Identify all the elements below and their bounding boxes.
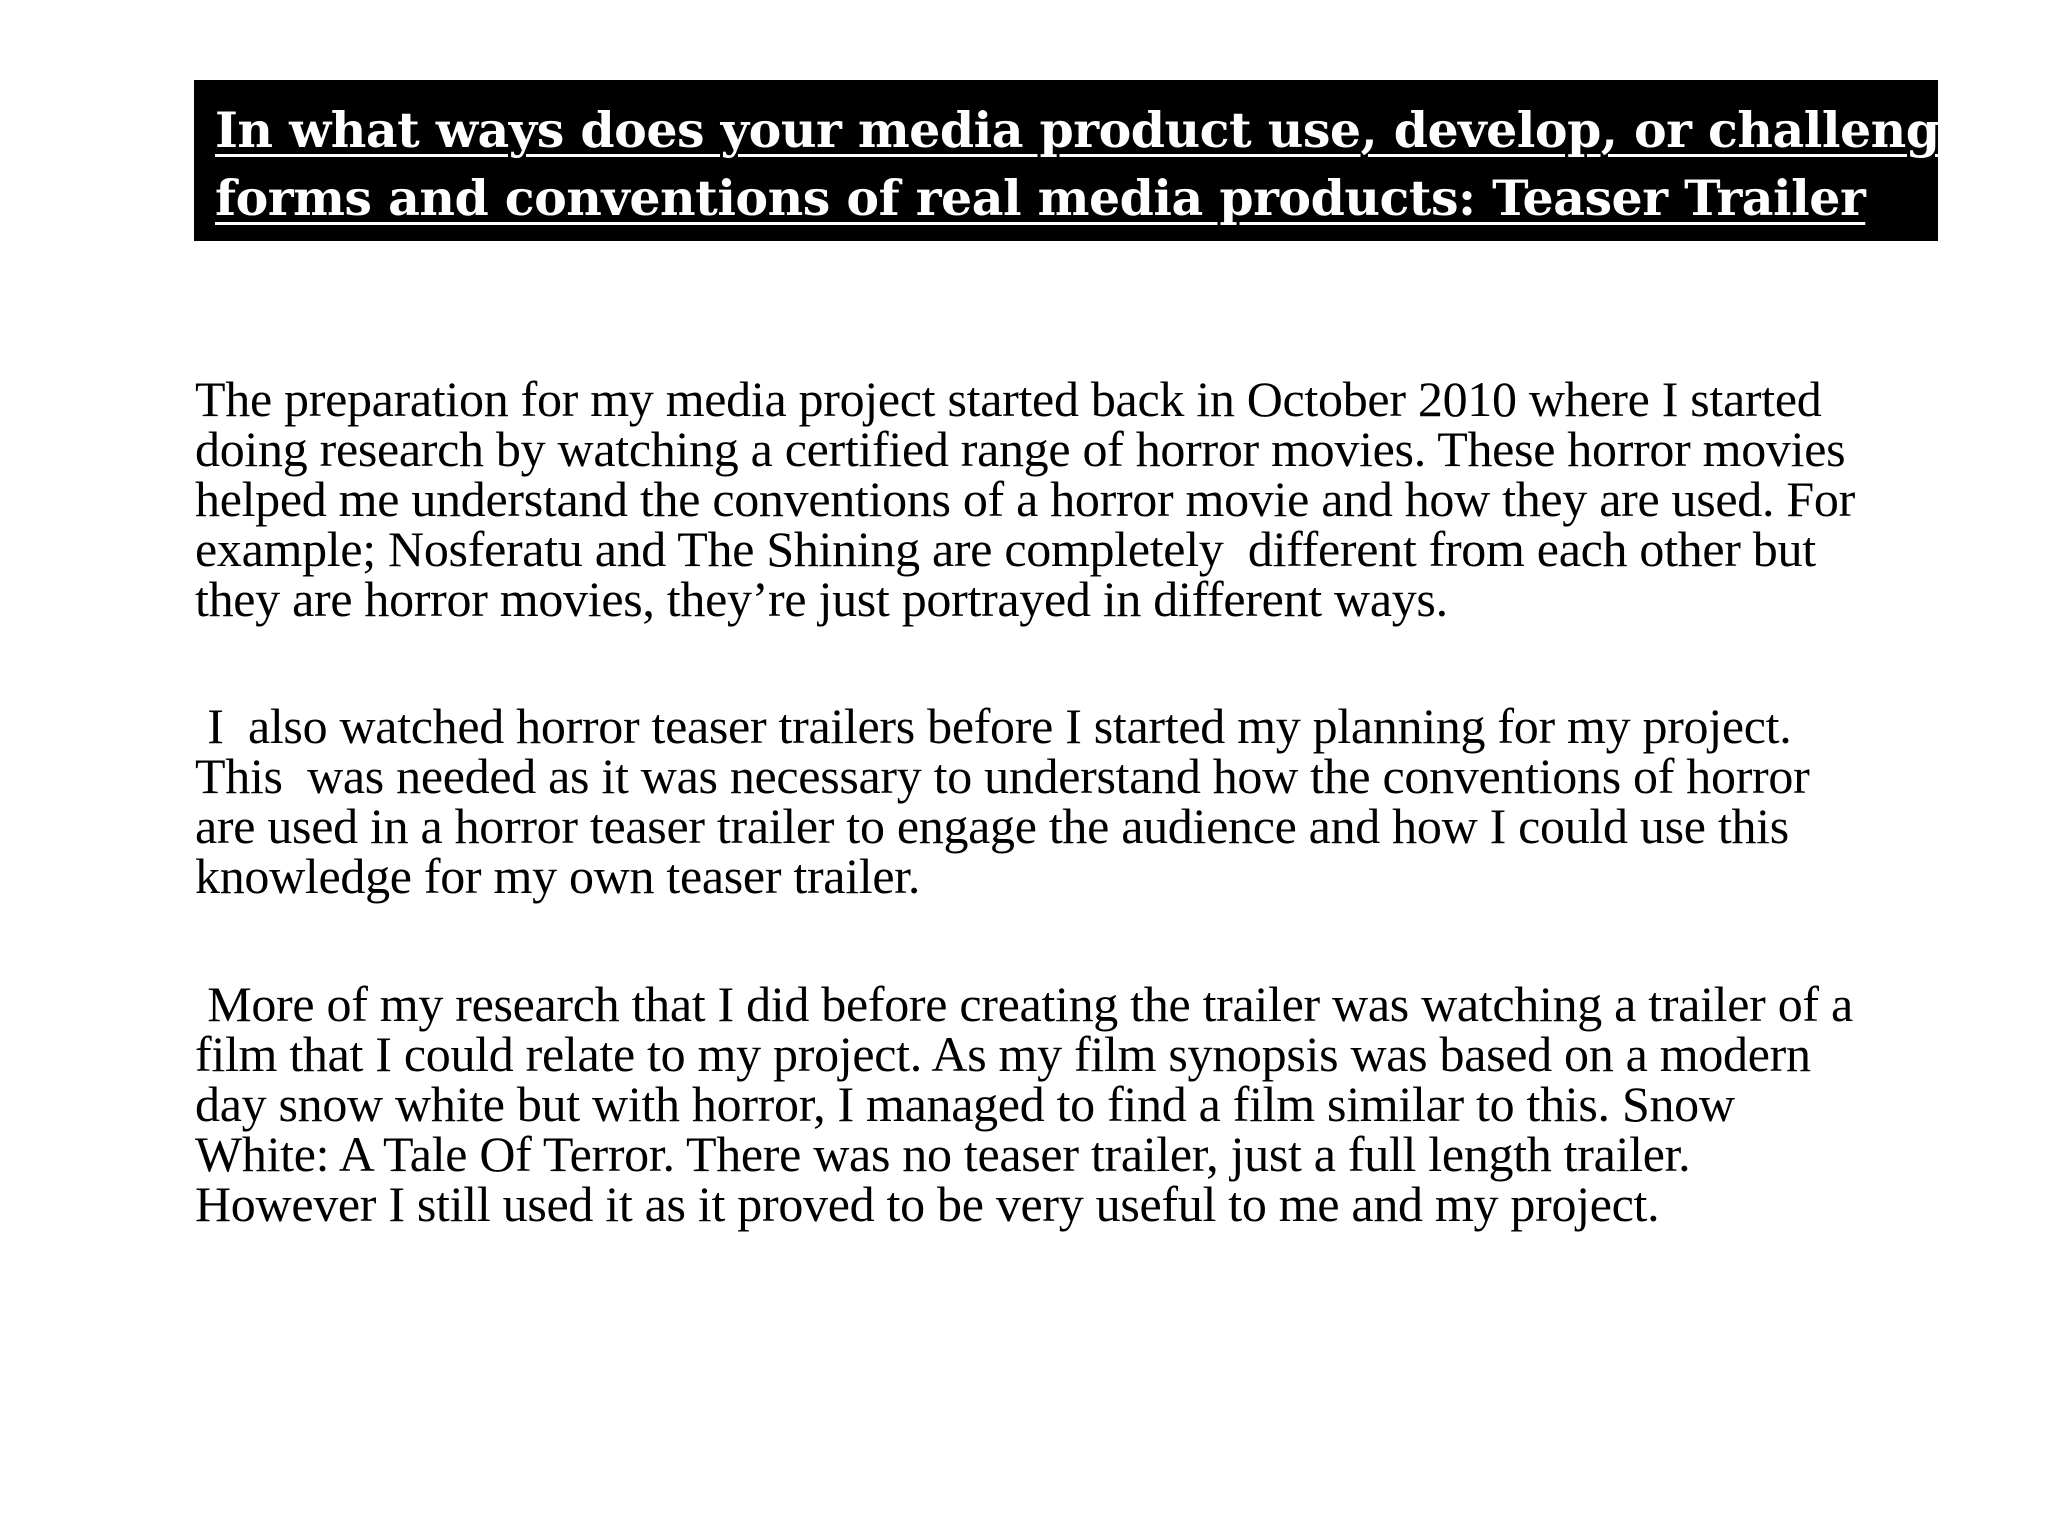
paragraph-line: example; Nosferatu and The Shining are completely different from each other but — [195, 521, 1816, 577]
paragraph-line: This was needed as it was necessary to understand how the conventions of horror — [195, 748, 1810, 804]
paragraph-line: doing research by watching a certified range of horror movies. These horror movies — [195, 421, 1846, 477]
paragraph-line: helped me understand the conventions of a horror movie and how they are used. For — [195, 471, 1855, 527]
paragraph-line: However I still used it as it proved to be very useful to me and my project. — [195, 1176, 1660, 1232]
paragraph-line: knowledge for my own teaser trailer. — [195, 848, 921, 904]
paragraph-line: The preparation for my media project started back in October 2010 where I started — [195, 371, 1822, 427]
paragraph-1 — [195, 371, 1955, 627]
paragraph-line: they are horror movies, they’re just portrayed in different ways. — [195, 571, 1448, 627]
paragraph-line: More of my research that I did before creating the trailer was watching a trailer of a — [195, 976, 1853, 1032]
paragraph-2 — [195, 698, 1955, 904]
paragraph-line: film that I could relate to my project. As my film synopsis was based on a modern — [195, 1026, 1811, 1082]
paragraph-line: White: A Tale Of Terror. There was no teaser trailer, just a full length trailer. — [195, 1126, 1691, 1182]
paragraph-3 — [195, 976, 1955, 1232]
paragraph-line: day snow white but with horror, I managed to find a film similar to this. Snow — [195, 1076, 1735, 1132]
slide-title — [215, 96, 1971, 232]
paragraph-line: I also watched horror teaser trailers before I started my planning for my project. — [195, 698, 1792, 754]
slide-title-line-2: forms and conventions of real media products: Teaser Trailer — [215, 169, 1866, 227]
title-banner — [194, 80, 1971, 241]
paragraph-line: are used in a horror teaser trailer to engage the audience and how I could use this — [195, 798, 1789, 854]
slide-body — [195, 371, 1955, 1232]
slide-title-line-1: In what ways does your media product use, develop, or challenge — [215, 101, 1971, 159]
